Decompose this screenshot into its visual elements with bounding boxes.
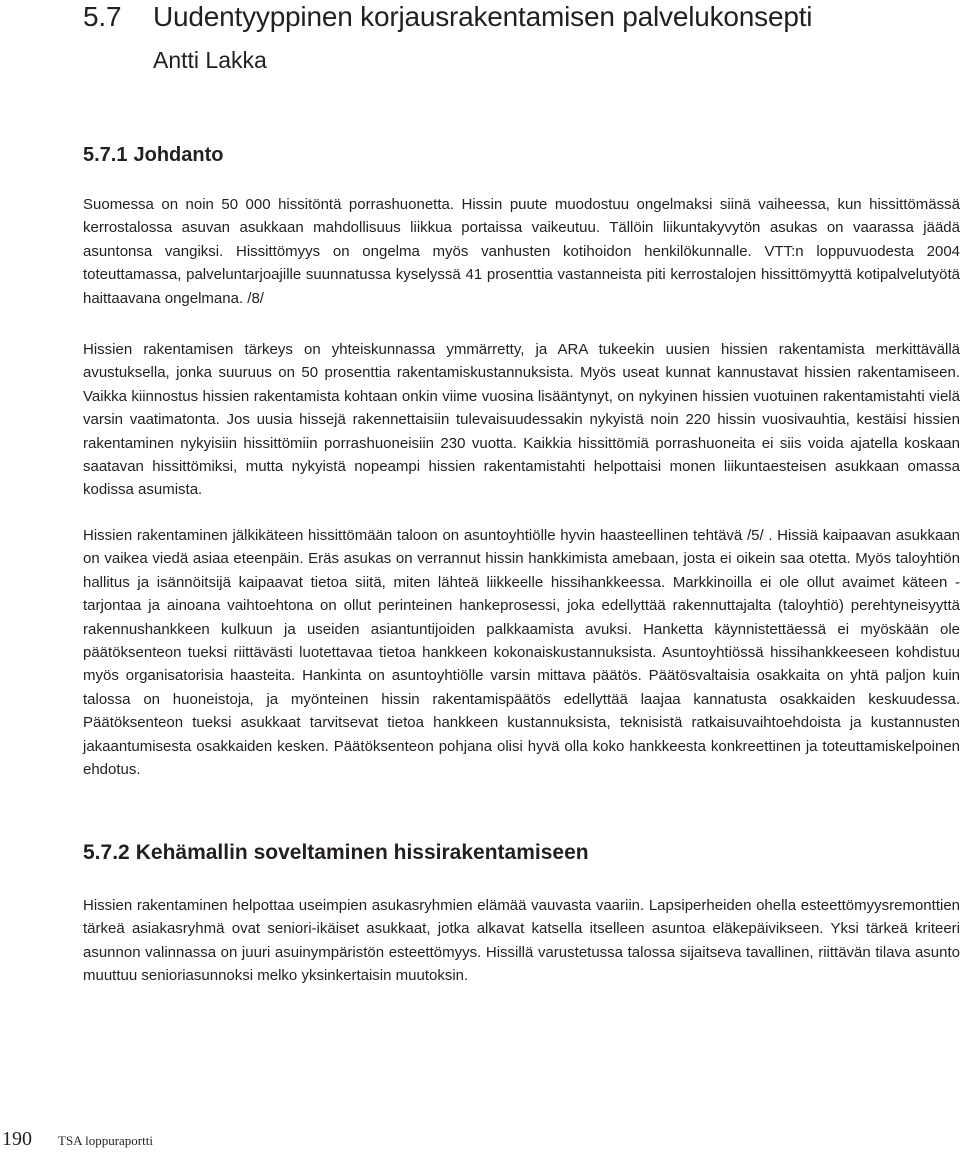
paragraph: Suomessa on noin 50 000 hissitöntä porrashuonetta. Hissin puute muodostuu ongelmaksi siinä vaiheessa, kun hissittömässä kerrostalossa asuvan asukkaan mahdollisuus liikkua portaissa vaikeutuu. Tällöin liikuntakyvytön asukas on vaarassa jäädä asuntonsa vangiksi. Hissittömyys on ongelma myös vanhusten kotihoidon henkilökunnalle. VTT:n loppuvuodesta 2004 toteuttamassa, palveluntarjoajille suunnatussa kyselyssä 41 prosenttia vastanneista piti kerrostalojen hissittömyyttä kotipalvelutyötä haittaavana ongelmana. /8/ <box>83 196 960 307</box>
report-name: TSA loppuraportti <box>58 1133 153 1148</box>
section-heading-ring-model <box>83 840 589 866</box>
document-page <box>83 0 960 1153</box>
section-number: 5.7.2 <box>83 841 130 864</box>
chapter-title <box>83 0 812 34</box>
paragraph: Hissien rakentamisen tärkeys on yhteiskunnassa ymmärretty, ja ARA tukeekin uusien hissien rakentamista merkittävällä avustuksella, jonka suuruus on 50 prosenttia rakentamiskustannuksista. Myös useat kunnat kannustavat hissien rakentamiseen. Vaikka kiinnostus hissien rakentamista kohtaan onkin viime vuosina lisääntynyt, on nykyinen hissien vuotuinen rakentamistahti vielä varsin vaatimatonta. Jos uusia hissejä rakennettaisiin tulevaisuudessakin nykyistä noin 220 hissin vuosivauhtia, kestäisi hissien rakentaminen nykyisiin hissittömiin porrashuoneisiin 230 vuotta. Kaikkia hissittömiä porrashuoneita ei siis voida ajatella koskaan saatavan hissittömiksi, mutta nykyistä nopeampi hissien rakentamistahti helpottaisi monen liikuntaesteisen asukkaan omassa kodissa asumista. <box>83 341 960 499</box>
paragraph: Hissien rakentaminen helpottaa useimpien asukasryhmien elämää vauvasta vaariin. Lapsiperheiden ohella esteettömyysremonttien tärkeä asiakasryhmä ovat seniori-ikäiset asukkaat, jotka alkavat katsella itselleen asuntoa eläkepäivikseen. Yksi tärkeä kriteeri asunnon valinnassa on juuri asuinympäristön esteettömyys. Hissillä varustetussa talossa sijaitseva tavallinen, riittävän tilava asunto muuttuu senioriasunnoksi melko yksinkertaisin muutoksin. <box>83 897 960 985</box>
page-number: 190 <box>2 1128 32 1150</box>
chapter-number: 5.7 <box>83 1 122 32</box>
page-footer <box>2 1128 153 1151</box>
section-title: Kehämallin soveltaminen hissirakentamiseen <box>135 841 589 864</box>
section-heading-introduction <box>83 142 223 168</box>
chapter-author: Antti Lakka <box>153 47 267 73</box>
section-title: Johdanto <box>133 144 224 166</box>
chapter-title-text: Uudentyyppinen korjausrakentamisen palvelukonsepti <box>153 1 813 32</box>
section-number: 5.7.1 <box>83 144 128 166</box>
paragraph: Hissien rakentaminen jälkikäteen hissittömään taloon on asuntoyhtiölle hyvin haasteellinen tehtävä /5/ . Hissiä kaipaavan asukkaan on vaikea viedä asiaa eteenpäin. Eräs asukas on verrannut hissin hankkimista amebaan, josta ei oikein saa otetta. Myös taloyhtiön hallitus ja isännöitsijä kaipaavat tietoa siitä, miten lähteä liikkeelle hissihankkeessa. Markkinoilla ei ole ollut avaimet käteen -tarjontaa ja ainoana vaihtoehtona on ollut perinteinen hankeprosessi, joka edellyttää rakennuttajalta (taloyhtiö) perehtyneisyyttä rakennushankkeen kulkuun ja useiden asiantuntijoiden palkkaamista avuksi. Hanketta käynnistettäessä ei myöskään ole päätöksenteon tueksi riittävästi luotettavaa tietoa hankkeen kokonaiskustannuksista. Asuntoyhtiössä hissihankkeeseen kohdistuu myös organisatorisia haasteita. Hankinta on asuntoyhtiölle varsin mittava päätös. Päätösvaltaisia osakkaita on yhtä paljon kuin talossa on huoneistoja, ja myönteinen hissin rakentamispäätös edellyttää laajaa kannatusta osakkaiden keskuudessa. Päätöksenteon tueksi asukkaat tarvitsevat tietoa hankkeen kustannuksista, teknisistä ratkaisuvaihtoehdoista ja kustannusten jakaantumisesta osakkaiden kesken. Päätöksenteon pohjana olisi hyvä olla koko hankkeesta konkreettinen ja toteuttamiskelpoinen ehdotus. <box>83 527 960 779</box>
